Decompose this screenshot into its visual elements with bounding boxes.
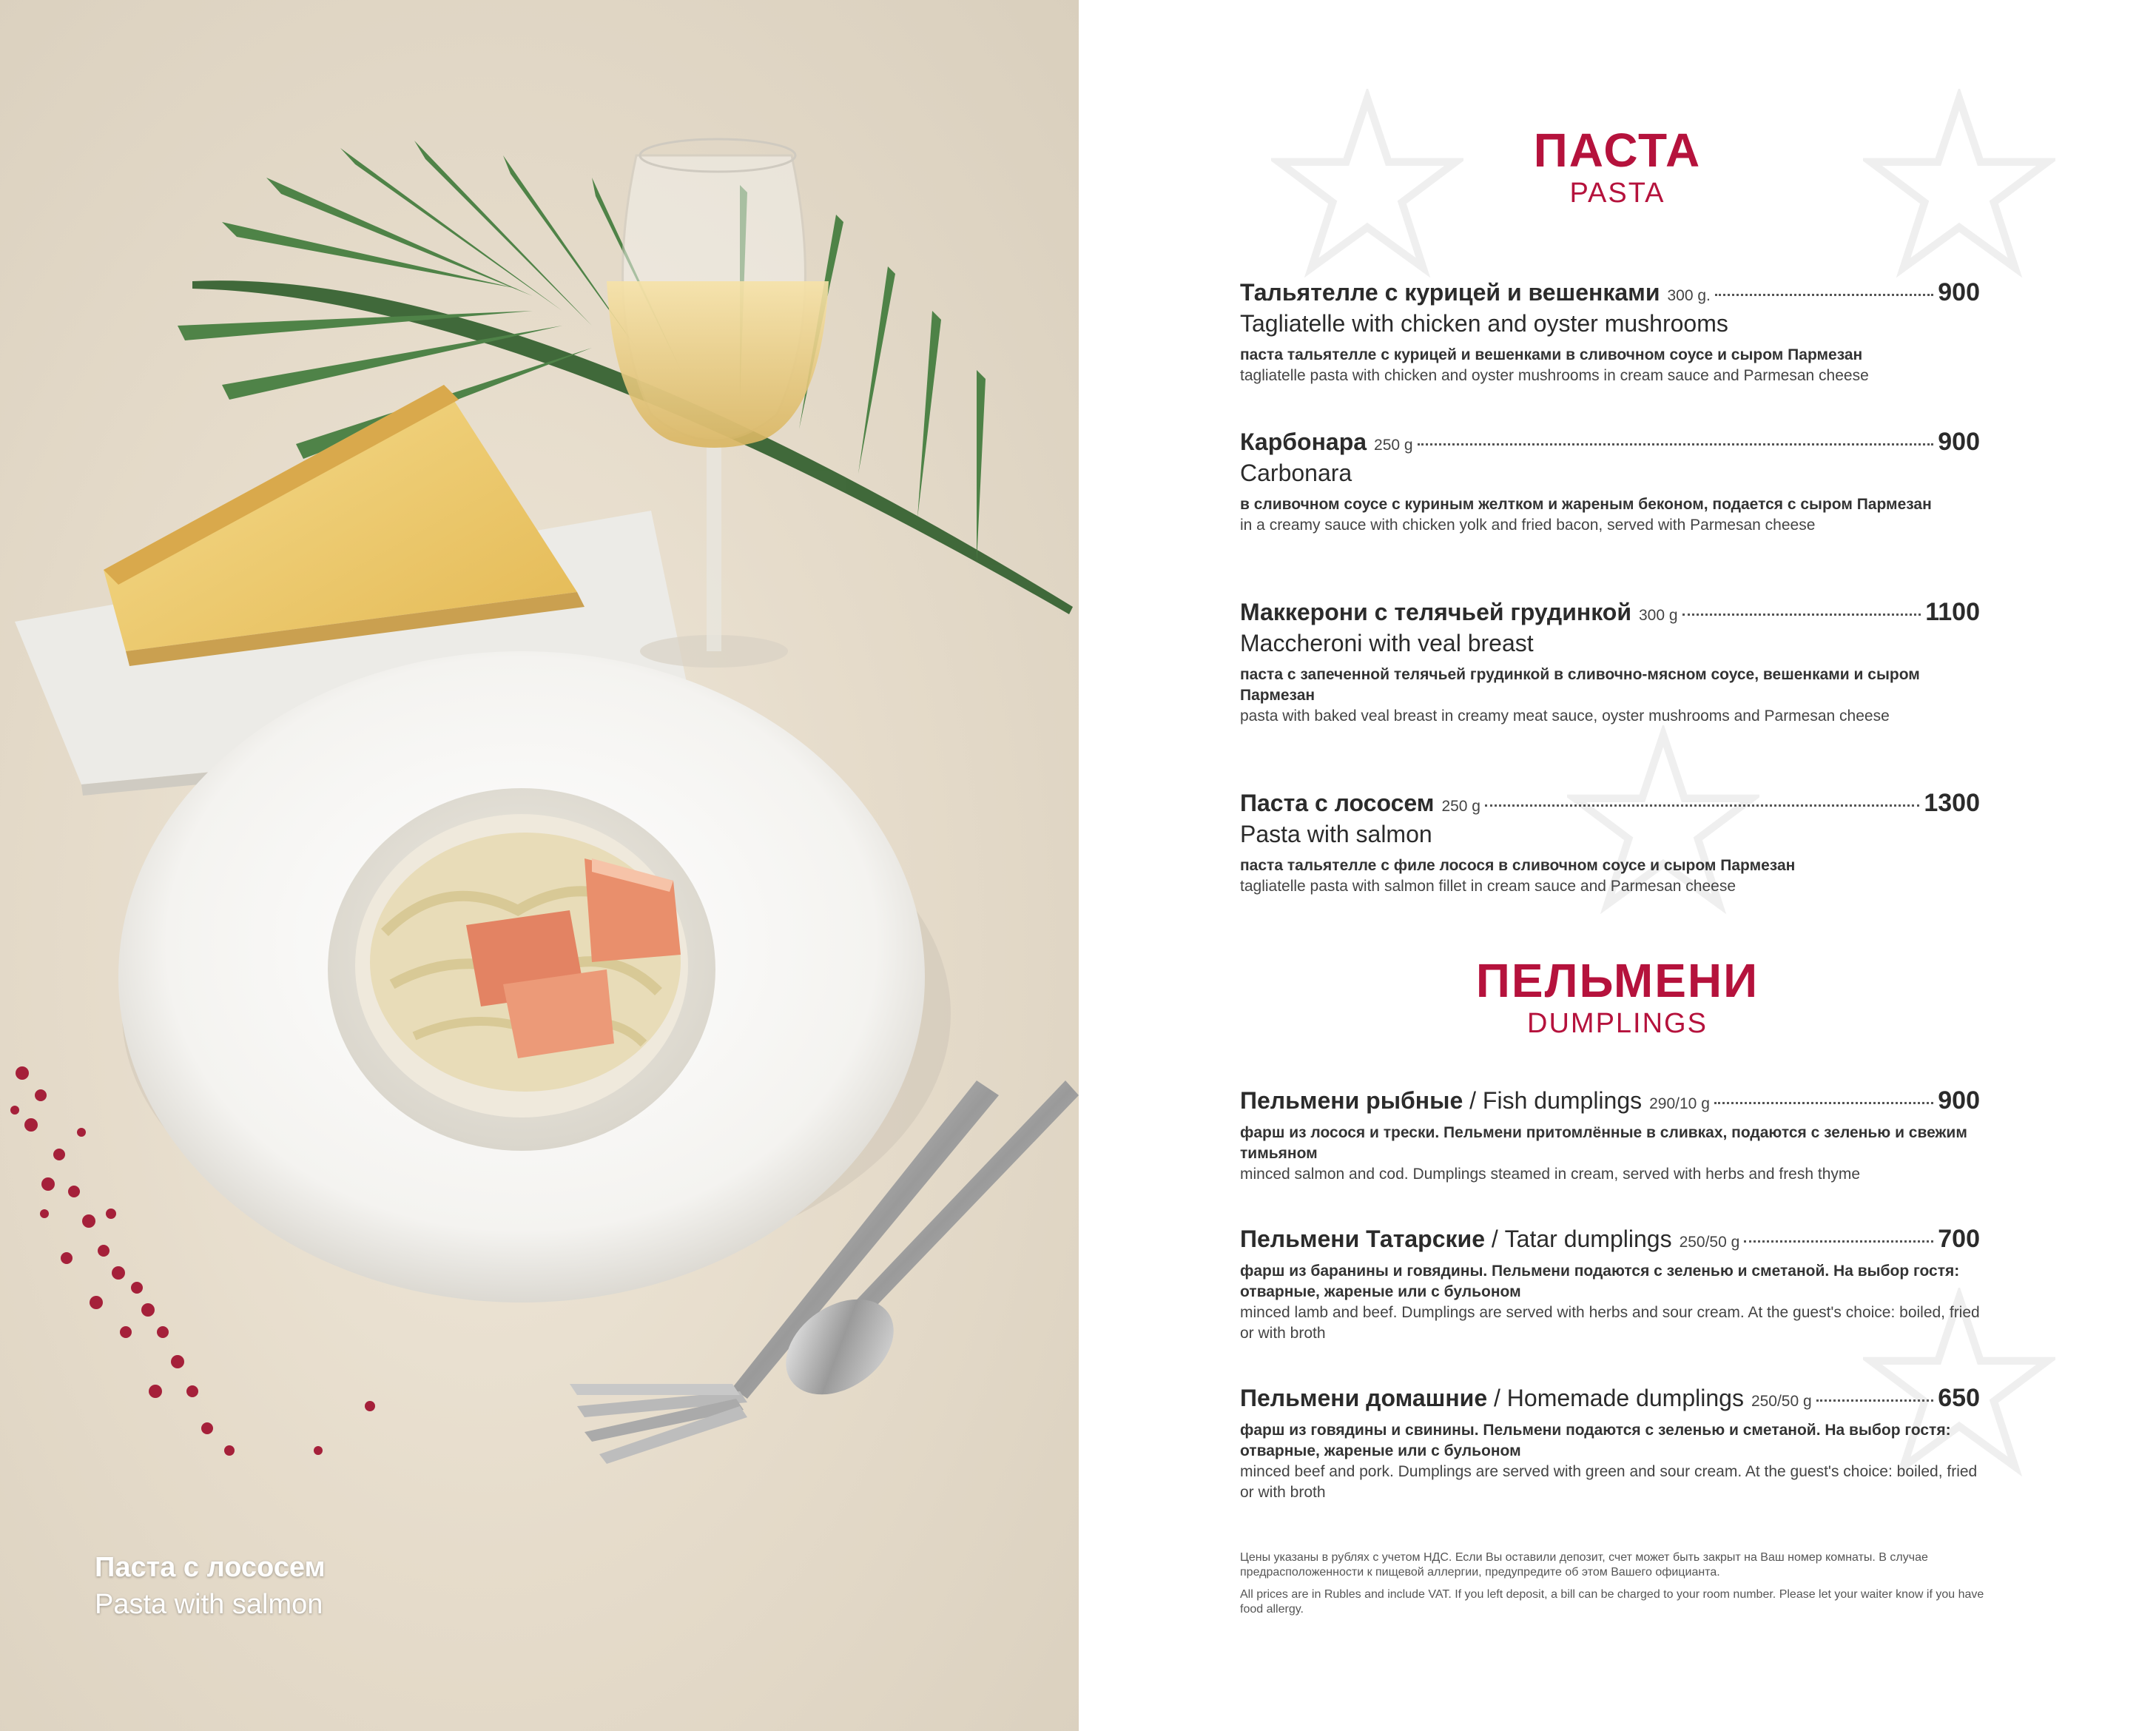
menu-item — [1240, 1225, 1980, 1344]
menu-item — [1240, 789, 1980, 897]
item-name-en: Fish dumplings — [1482, 1087, 1643, 1114]
item-description-en: tagliatelle pasta with salmon fillet in cream sauce and Parmesan cheese — [1240, 878, 1736, 895]
item-description-ru: фарш из говядины и свинины. Пельмени подаются с зеленью и сметаной. На выбор гостя: отварные, жареные или с бульоном — [1240, 1422, 1951, 1459]
item-weight: 250/50 g — [1679, 1234, 1740, 1251]
section-title-en: PASTA — [1569, 178, 1665, 209]
item-name-en: Tagliatelle with chicken and oyster mushrooms — [1240, 310, 1728, 337]
item-weight: 250 g — [1374, 437, 1413, 454]
dot-leader — [1485, 804, 1919, 807]
item-price: 650 — [1938, 1384, 1980, 1412]
item-description-ru: фарш из лосося и трески. Пельмени притомлённые в сливках, подаются с зеленью и свежим тимьяном — [1240, 1124, 1967, 1162]
item-description-en: minced lamb and beef. Dumplings are served with herbs and sour cream. At the guest's choice: boiled, fried or with broth — [1240, 1304, 1980, 1342]
item-name: Паста с лососем — [1240, 790, 1435, 816]
item-price: 700 — [1938, 1225, 1980, 1253]
item-name: Карбонара — [1240, 428, 1367, 455]
item-description-en: in a creamy sauce with chicken yolk and fried bacon, served with Parmesan cheese — [1240, 517, 1816, 534]
dot-leader — [1816, 1399, 1934, 1402]
dot-leader — [1744, 1240, 1933, 1243]
pasta-plate — [118, 651, 951, 1303]
item-description-ru: паста тальятелле с курицей и вешенками в сливочном соусе и сыром Пармезан — [1240, 346, 1863, 363]
menu-item — [1240, 428, 1980, 536]
item-price: 900 — [1938, 278, 1980, 306]
item-name-ru: Пельмени рыбные — [1240, 1087, 1463, 1114]
section-title-en: DUMPLINGS — [1527, 1008, 1708, 1039]
footnote-en: All prices are in Rubles and include VAT. If you left deposit, a bill can be charged to your room number. Please let your waiter know if you have food allergy. — [1240, 1588, 1984, 1616]
item-description-ru: фарш из баранины и говядины. Пельмени подаются с зеленью и сметаной. На выбор гостя: отварные, жареные или с бульоном — [1240, 1263, 1960, 1300]
item-name-ru: Пельмени домашние — [1240, 1385, 1488, 1411]
item-name-en: Maccheroni with veal breast — [1240, 630, 1534, 656]
item-weight: 300 g. — [1667, 287, 1711, 304]
menu-item — [1240, 1384, 1980, 1503]
section-title-ru: ПЕЛЬМЕНИ — [1475, 954, 1759, 1007]
dot-leader — [1418, 443, 1934, 446]
item-name: Тальятелле с курицей и вешенками — [1240, 279, 1660, 306]
item-price: 900 — [1938, 428, 1980, 456]
item-price: 900 — [1938, 1086, 1980, 1115]
item-description-ru: паста с запеченной телячьей грудинкой в сливочно-мясном соусе, вешенками и сыром Пармезан — [1240, 666, 1920, 704]
item-title-line — [1240, 1384, 1980, 1413]
item-name-en: Carbonara — [1240, 460, 1352, 486]
item-title-line — [1240, 789, 1980, 818]
item-name: Пельмени домашние / Homemade dumplings — [1240, 1385, 1744, 1411]
photo-caption-en: Pasta with salmon — [95, 1589, 323, 1620]
item-name-en: Pasta with salmon — [1240, 821, 1432, 847]
menu-item — [1240, 598, 1980, 727]
item-weight: 250/50 g — [1751, 1393, 1812, 1410]
item-description-ru: в сливочном соусе с куриным желтком и жареным беконом, подается с сыром Пармезан — [1240, 496, 1932, 513]
menu-page — [1079, 0, 2156, 1731]
item-weight: 300 g — [1639, 607, 1678, 624]
item-weight: 290/10 g — [1649, 1095, 1710, 1112]
item-description-en: minced beef and pork. Dumplings are served with green and sour cream. At the guest's choice: boiled, fried or with broth — [1240, 1463, 1978, 1501]
item-name-en: Tatar dumplings — [1504, 1226, 1672, 1252]
footnote — [1240, 1550, 1995, 1624]
item-description-en: pasta with baked veal breast in creamy meat sauce, oyster mushrooms and Parmesan cheese — [1240, 707, 1890, 725]
item-price: 1100 — [1925, 598, 1980, 626]
item-name-ru: Пельмени Татарские — [1240, 1226, 1485, 1252]
item-name: Маккерони с телячьей грудинкой — [1240, 599, 1631, 625]
item-name-en: Homemade dumplings — [1506, 1385, 1744, 1411]
menu-item — [1240, 278, 1980, 386]
section-header-pasta — [1079, 124, 2156, 210]
photo-caption — [95, 1549, 326, 1623]
item-title-line — [1240, 1086, 1980, 1115]
item-name: Пельмени рыбные / Fish dumplings — [1240, 1087, 1643, 1114]
photo-caption-ru: Паста с лососем — [95, 1552, 326, 1583]
footnote-ru: Цены указаны в рублях с учетом НДС. Если Вы оставили депозит, счет может быть закрыт на Ваш номер комнаты. В случае предрасположенности к пищевой аллергии, предупредите об этом Вашего официанта. — [1240, 1551, 1928, 1579]
item-title-line — [1240, 598, 1980, 627]
item-title-line — [1240, 428, 1980, 457]
section-header-dumplings — [1079, 955, 2156, 1041]
item-price: 1300 — [1924, 789, 1980, 817]
item-description-ru: паста тальятелле с филе лосося в сливочном соусе и сыром Пармезан — [1240, 857, 1796, 874]
menu-item — [1240, 1086, 1980, 1185]
dot-leader — [1715, 294, 1933, 296]
item-title-line — [1240, 278, 1980, 307]
item-description-en: minced salmon and cod. Dumplings steamed in cream, served with herbs and fresh thyme — [1240, 1166, 1861, 1183]
dot-leader — [1682, 614, 1921, 616]
item-weight: 250 g — [1441, 798, 1480, 815]
item-description-en: tagliatelle pasta with chicken and oyster mushrooms in cream sauce and Parmesan cheese — [1240, 367, 1869, 384]
section-title-ru: ПАСТА — [1533, 124, 1702, 177]
item-name: Пельмени Татарские / Tatar dumplings — [1240, 1226, 1672, 1252]
dot-leader — [1714, 1102, 1933, 1104]
item-title-line — [1240, 1225, 1980, 1254]
